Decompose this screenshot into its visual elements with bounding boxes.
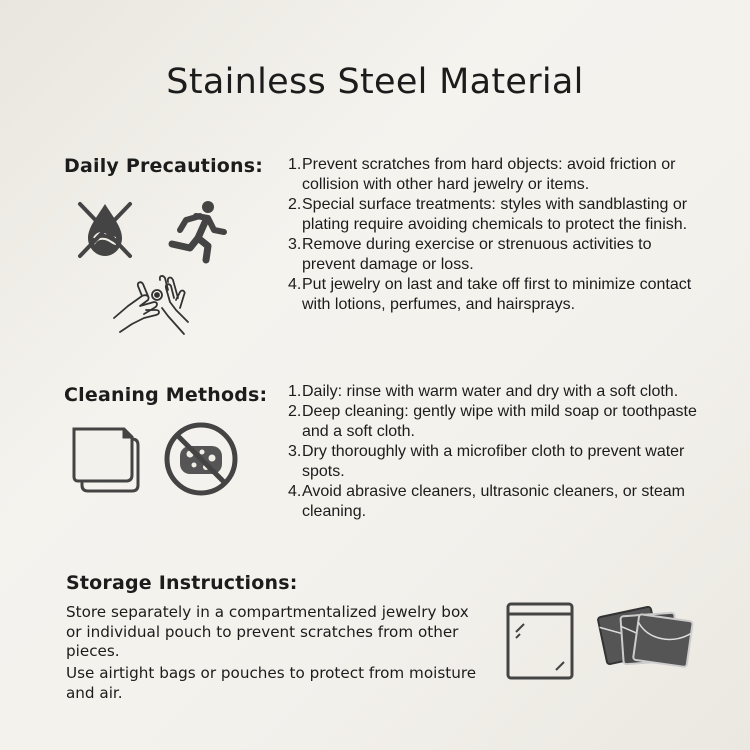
list-item: 3. Dry thoroughly with a microfiber cloth to prevent water spots. bbox=[288, 443, 685, 480]
ziplock-bag-icon bbox=[506, 602, 574, 680]
list-item: 2. Deep cleaning: gently wipe with mild soap or toothpaste and a soft cloth. bbox=[288, 403, 697, 440]
list-item: 3. Remove during exercise or strenuous activities to prevent damage or loss. bbox=[288, 236, 652, 273]
daily-precautions-list bbox=[288, 155, 708, 315]
list-item: 2. Special surface treatments: styles with sandblasting or plating require avoiding chemicals to protect the finish. bbox=[288, 196, 688, 233]
pouches-icon bbox=[596, 600, 696, 670]
no-sponge-icon bbox=[162, 420, 240, 498]
hands-jewelry-icon bbox=[110, 272, 190, 338]
list-item: 4. Put jewelry on last and take off first to minimize contact with lotions, perfumes, and hairsprays. bbox=[288, 276, 692, 313]
daily-precautions-heading: Daily Precautions: bbox=[64, 155, 264, 177]
storage-paragraph: Store separately in a compartmentalized jewelry box or individual pouch to prevent scratches from other pieces. bbox=[66, 603, 469, 660]
list-item: 1. Daily: rinse with warm water and dry with a soft cloth. bbox=[288, 383, 679, 400]
list-item: 4. Avoid abrasive cleaners, ultrasonic cleaners, or steam cleaning. bbox=[288, 483, 685, 520]
soft-cloth-icon bbox=[72, 425, 146, 495]
cleaning-methods-list bbox=[288, 382, 708, 522]
cleaning-methods-heading: Cleaning Methods: bbox=[64, 384, 268, 406]
storage-paragraph: Use airtight bags or pouches to protect from moisture and air. bbox=[66, 664, 477, 702]
storage-instructions-heading: Storage Instructions: bbox=[66, 572, 298, 594]
running-person-icon bbox=[162, 198, 232, 266]
list-item: 1. Prevent scratches from hard objects: avoid friction or collision with other hard jewelry or items. bbox=[288, 156, 676, 193]
page-title: Stainless Steel Material bbox=[166, 62, 584, 102]
no-water-icon bbox=[72, 198, 138, 262]
